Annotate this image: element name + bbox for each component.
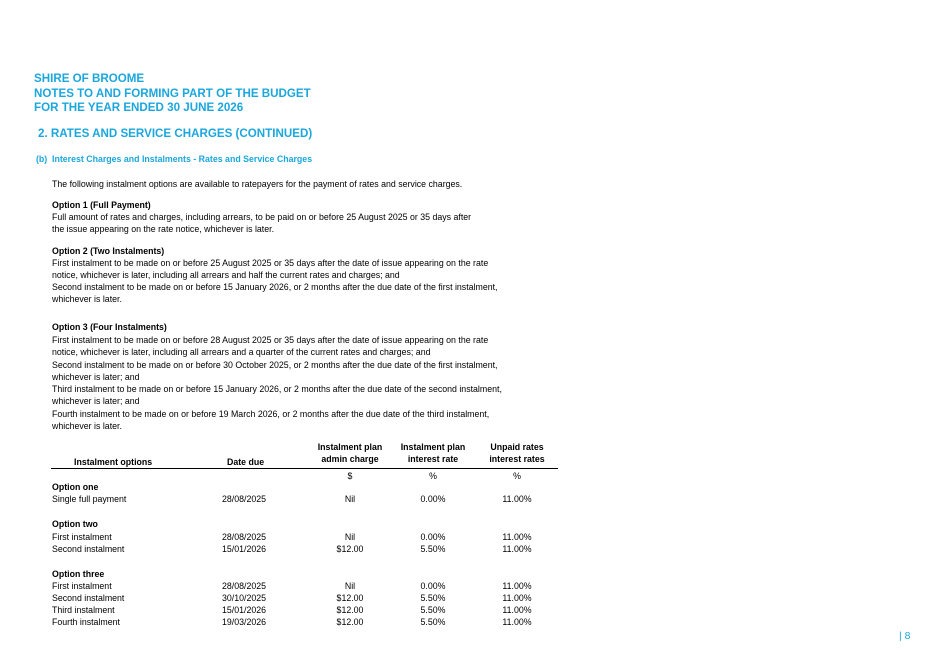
row-admin: Nil	[344, 532, 356, 542]
option2-line: whichever is later.	[52, 294, 122, 304]
row-date: 15/01/2026	[222, 544, 267, 554]
row-label: Second instalment	[52, 544, 125, 554]
row-label: First instalment	[52, 532, 112, 542]
row-rate: 0.00%	[420, 581, 446, 591]
row-label: First instalment	[52, 581, 112, 591]
col-header-unpaid-line1: Unpaid rates	[490, 442, 544, 452]
row-rate: 5.50%	[420, 605, 446, 615]
table-header-rule	[51, 468, 558, 469]
intro-text: The following instalment options are available to ratepayers for the payment of rates and service charges.	[52, 179, 463, 189]
group-title: Option one	[52, 482, 99, 492]
option3-line: Third instalment to be made on or before 15 January 2026, or 2 months after the due date of the second instalment,	[52, 384, 502, 394]
col-header-rate-line2: interest rate	[407, 454, 459, 464]
col-header-admin	[310, 442, 390, 464]
row-admin: $12.00	[336, 617, 364, 627]
row-rate: 5.50%	[420, 593, 446, 603]
header-year: FOR THE YEAR ENDED 30 JUNE 2026	[34, 101, 244, 114]
row-unpaid: 11.00%	[502, 581, 532, 591]
row-admin: $12.00	[336, 593, 364, 603]
option1-line: Full amount of rates and charges, including arrears, to be paid on or before 25 August 2025 or 35 days after	[52, 212, 472, 222]
subsection-label: (b)	[36, 154, 48, 164]
col-header-admin-line1: Instalment plan	[317, 442, 383, 452]
row-label: Second instalment	[52, 593, 125, 603]
header-shire-name: SHIRE OF BROOME	[34, 72, 145, 85]
option3-line: notice, whichever is later, including all arrears and a quarter of the current rates and charges; and	[52, 347, 431, 357]
option3-line: whichever is later; and	[52, 396, 140, 406]
col-header-options: Instalment options	[74, 457, 153, 467]
col-header-rate	[393, 442, 473, 464]
row-unpaid: 11.00%	[502, 532, 532, 542]
row-unpaid: 11.00%	[502, 617, 532, 627]
row-date: 19/03/2026	[222, 617, 267, 627]
option3-line: whichever is later; and	[52, 372, 140, 382]
option2-line: First instalment to be made on or before 25 August 2025 or 35 days after the date of issue appearing on the rate	[52, 258, 489, 268]
row-rate: 0.00%	[420, 532, 446, 542]
row-date: 15/01/2026	[222, 605, 267, 615]
row-rate: 5.50%	[420, 544, 446, 554]
row-unpaid: 11.00%	[502, 494, 532, 504]
col-header-date: Date due	[227, 457, 265, 467]
option2-line: notice, whichever is later, including all arrears and half the current rates and charges; and	[52, 270, 400, 280]
row-date: 28/08/2025	[222, 581, 267, 591]
header-notes-title: NOTES TO AND FORMING PART OF THE BUDGET	[34, 86, 311, 100]
option2-title: Option 2 (Two Instalments)	[52, 246, 165, 256]
option3-title: Option 3 (Four Instalments)	[52, 322, 167, 332]
row-date: 28/08/2025	[222, 532, 267, 542]
col-header-unpaid-line2: interest rates	[489, 454, 545, 464]
page-number: | 8	[899, 630, 911, 642]
option3-line: Second instalment to be made on or before 30 October 2025, or 2 months after the due date of the first instalment,	[52, 360, 498, 370]
col-header-unpaid	[477, 442, 557, 464]
unit-unpaid: %	[513, 471, 521, 481]
option3-line: Fourth instalment to be made on or before 19 March 2026, or 2 months after the due date of the third instalment,	[52, 409, 490, 419]
row-label: Third instalment	[52, 605, 115, 615]
group-title: Option two	[52, 519, 98, 529]
option3-line: First instalment to be made on or before 28 August 2025 or 35 days after the date of issue appearing on the rate	[52, 335, 489, 345]
section-title: 2. RATES AND SERVICE CHARGES (CONTINUED)	[38, 127, 313, 140]
row-rate: 5.50%	[420, 617, 446, 627]
option1-line: the issue appearing on the rate notice, whichever is later.	[52, 224, 275, 234]
col-header-admin-line2: admin charge	[321, 454, 379, 464]
row-date: 28/08/2025	[222, 494, 267, 504]
row-unpaid: 11.00%	[502, 593, 532, 603]
unit-rate: %	[429, 471, 437, 481]
unit-admin: $	[347, 471, 353, 481]
row-unpaid: 11.00%	[502, 605, 532, 615]
option2-line: Second instalment to be made on or before 15 January 2026, or 2 months after the due date of the first instalment,	[52, 282, 498, 292]
row-label: Single full payment	[52, 494, 127, 504]
col-header-rate-line1: Instalment plan	[400, 442, 466, 452]
row-admin: $12.00	[336, 605, 364, 615]
option3-line: whichever is later.	[52, 421, 122, 431]
group-title: Option three	[52, 569, 105, 579]
subsection-title: Interest Charges and Instalments - Rates and Service Charges	[52, 154, 313, 164]
row-admin: Nil	[344, 581, 356, 591]
row-unpaid: 11.00%	[502, 544, 532, 554]
row-admin: Nil	[344, 494, 356, 504]
row-date: 30/10/2025	[222, 593, 267, 603]
row-admin: $12.00	[336, 544, 364, 554]
row-label: Fourth instalment	[52, 617, 120, 627]
row-rate: 0.00%	[420, 494, 446, 504]
option1-title: Option 1 (Full Payment)	[52, 200, 151, 210]
